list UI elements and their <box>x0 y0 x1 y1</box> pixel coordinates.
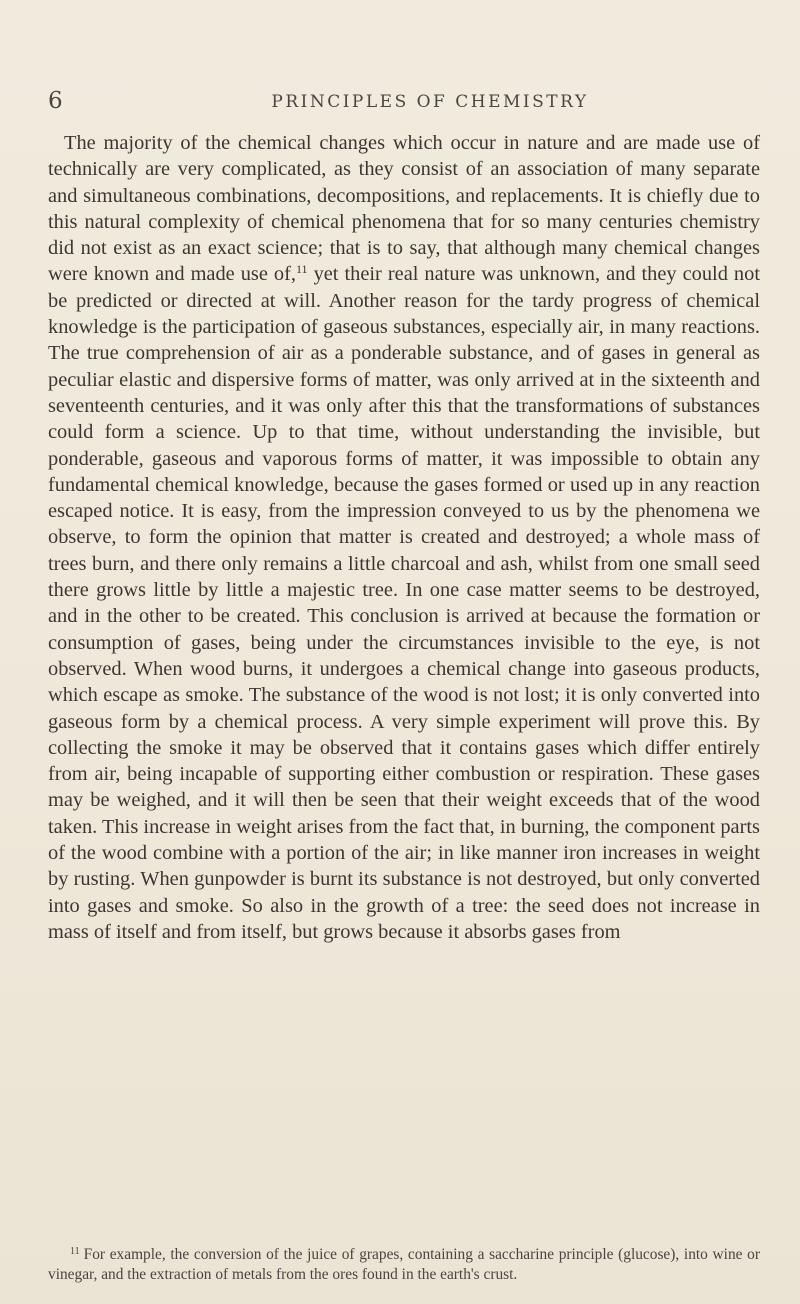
footnote-text: For example, the conversion of the juice of grapes, containing a saccharine principle (glucose), into wine or vinegar, and the extraction of metals from the ores found in the earth's crust. <box>48 1246 760 1283</box>
footnote-number: 11 <box>70 1246 80 1257</box>
body-text-part-1: The majority of the chemical changes which occur in nature and are made use of technically are very complicated, as they consist of an association of many separate and simultaneous combinations, decompositions, and replacements. It is chiefly due to this natural complexity of chemical phenomena that for so many centuries chemistry did not exist as an exact science; that is to say, that although many chemical changes were known and made use of, <box>48 132 760 286</box>
page-number: 6 <box>48 88 63 114</box>
footnote-reference: 11 <box>296 262 308 277</box>
header-title: PRINCIPLES OF CHEMISTRY <box>271 92 589 112</box>
footnote <box>48 1245 760 1285</box>
body-text-part-2: yet their real nature was unknown, and they could not be predicted or directed at will. Another reason for the tardy progress of chemical knowledge is the participation of gaseous substances, especially air, in many reactions. The true comprehension of air as a ponderable substance, and of gases in general as peculiar elastic and dispersive forms of matter, was only arrived at in the sixteenth and seventeenth centuries, and it was only after this that the transformations of substances could form a science. Up to that time, without understanding the invisible, but ponderable, gaseous and vaporous forms of matter, it was impossible to obtain any fundamental chemical knowledge, because the gases formed or used up in any reaction escaped notice. It is easy, from the impression conveyed to us by the phenomena we observe, to form the opinion that matter is created and destroyed; a whole mass of trees burn, and there only remains a little charcoal and ash, whilst from one small seed there grows little by little a majestic tree. In one case matter seems to be destroyed, and in the other to be created. This conclusion is arrived at because the formation or consumption of gases, being under the circumstances invisible to the eye, is not observed. When wood burns, it undergoes a chemical change into gaseous products, which escape as smoke. The substance of the wood is not lost; it is only converted into gaseous form by a chemical process. A very simple experiment will prove this. By collecting the smoke it may be observed that it contains gases which differ entirely from air, being incapable of supporting either combustion or respiration. These gases may be weighed, and it will then be seen that their weight exceeds that of the wood taken. This increase in weight arises from the fact that, in burning, the component parts of the wood combine with a portion of the air; in like manner iron increases in weight by rusting. When gunpowder is burnt its substance is not destroyed, but only converted into gases and smoke. So also in the growth of a tree: the seed does not increase in mass of itself and from itself, but grows because it absorbs gases from <box>48 263 760 943</box>
body-paragraph <box>48 130 760 945</box>
running-head <box>48 88 752 118</box>
